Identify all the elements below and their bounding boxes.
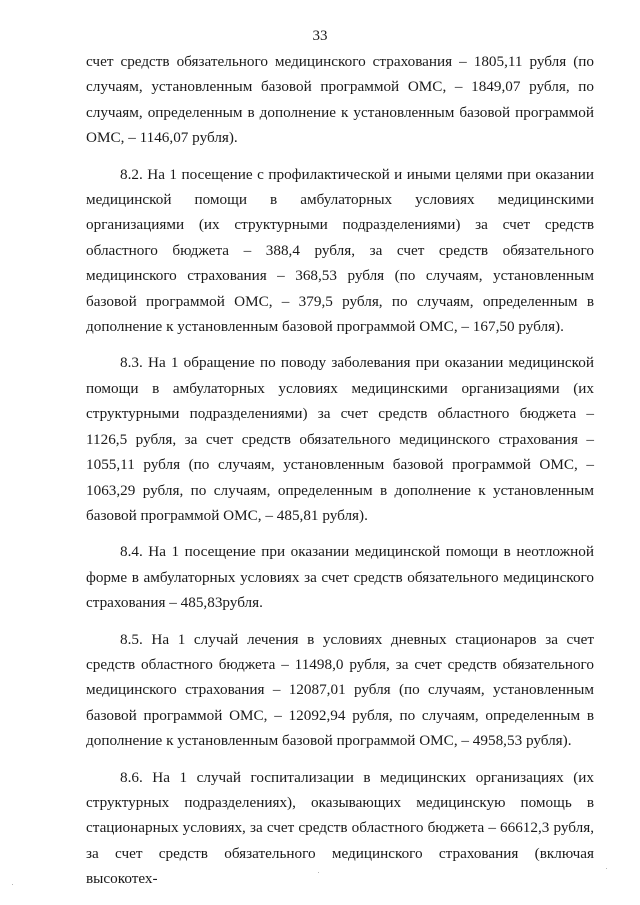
scan-speck xyxy=(606,868,607,869)
scan-speck xyxy=(318,872,319,873)
document-body xyxy=(86,49,594,903)
paragraph-8-5: 8.5. На 1 случай лечения в условиях дневных стационаров за счет средств областного бюджета – 11498,0 рубля, за счет средств обязательного медицинского страхования – 12087,01 рубля (по случаям, установленным базовой программой ОМС, – 12092,94 рубля, по случаям, определенным в дополнение к установленным базовой программой ОМС, – 4958,53 рубля). xyxy=(86,630,594,750)
paragraph-8-6: 8.6. На 1 случай госпитализации в медицинских организациях (их структурных подразделениях), оказывающих медицинскую помощь в стационарных условиях, за счет средств областного бюджета – 66612,3 рубля, за счет средств обязательного медицинского страхования (включая высокотех- xyxy=(86,768,594,888)
paragraph-continuation: счет средств обязательного медицинского страхования – 1805,11 рубля (по случаям, установленным базовой программой ОМС, – 1849,07 рубля, по случаям, определенным в дополнение к установленным базовой программой ОМС, – 1146,07 рубля). xyxy=(86,53,594,147)
paragraph-8-2: 8.2. На 1 посещение с профилактической и иными целями при оказании медицинской помощи в амбулаторных условиях медицинскими организациями (их структурными подразделениями) за счет средств областного бюджета – 388,4 рубля, за счет средств обязательного медицинского страхования – 368,53 рубля (по случаям, установленным базовой программой ОМС, – 379,5 рубля, по случаям, определенным в дополнение к установленным базовой программой ОМС, – 167,50 рубля). xyxy=(86,165,594,336)
paragraph-8-4: 8.4. На 1 посещение при оказании медицинской помощи в неотложной форме в амбулаторных условиях за счет средств обязательного медицинского страхования – 485,83рубля. xyxy=(86,543,594,612)
page-number: 33 xyxy=(312,28,328,44)
paragraph-8-3: 8.3. На 1 обращение по поводу заболевания при оказании медицинской помощи в амбулаторных условиях медицинскими организациями (их структурными подразделениями) за счет средств областного бюджета – 1126,5 рубля, за счет средств обязательного медицинского страхования – 1055,11 рубля (по случаям, установленным базовой программой ОМС, – 1063,29 рубля, по случаям, определенным в дополнение к установленным базовой программой ОМС, – 485,81 рубля). xyxy=(86,354,594,524)
scan-speck xyxy=(12,884,13,885)
